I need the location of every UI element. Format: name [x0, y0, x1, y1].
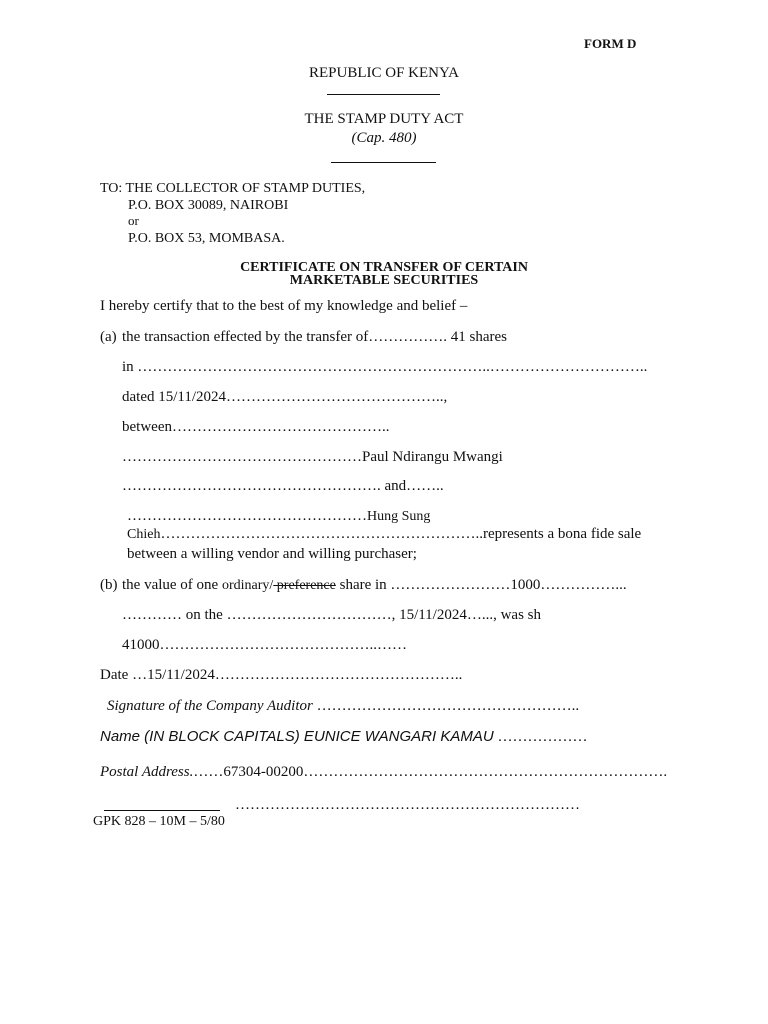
section-a-line-and: ……………………………………………. and…….. [122, 478, 444, 494]
address-or: or [128, 213, 139, 228]
postal-label: Postal Address. [100, 764, 194, 780]
party1-dots: ………………………………………… [122, 449, 362, 465]
sale-text: ………………………………………………………..represents a bona fide sale [160, 526, 642, 542]
name-dots: ……………… [493, 729, 588, 745]
section-a-line-purchaser: between a willing vendor and willing purchaser; [127, 546, 417, 562]
name-line [100, 728, 587, 746]
party1-name: Paul Ndirangu Mwangi [362, 449, 503, 465]
value-pre: the value of one [122, 577, 222, 593]
party2-name-last: Chieh [127, 527, 161, 542]
date-line: Date …15/11/2024………………………………………….. [100, 667, 463, 683]
section-a-line-dated: dated 15/11/2024…………………………………….., [122, 389, 448, 405]
certificate-title-line2: MARKETABLE SECURITIES [289, 273, 479, 288]
value-preference-struck: preference [273, 578, 336, 593]
name-label: Name (IN BLOCK CAPITALS) EUNICE WANGARI KAMAU [100, 728, 494, 745]
value-post: share in ……………………1000……………... [335, 577, 627, 593]
section-a-marker: (a) [100, 329, 117, 345]
section-a-line-sale [127, 526, 641, 543]
postal-value: ……67304-00200………………………………………………………………. [193, 764, 668, 780]
party2-name-first: Hung Sung [367, 509, 431, 524]
postal-line [100, 764, 667, 781]
heading-divider [327, 94, 440, 95]
section-a-line-party1 [122, 449, 503, 466]
certificate-title-line1: CERTIFICATE ON TRANSFER OF CERTAIN [240, 260, 528, 275]
address-line-mombasa: P.O. BOX 53, MOMBASA. [128, 231, 285, 246]
act-divider [331, 162, 436, 163]
value-ordinary: ordinary/ [221, 578, 274, 593]
signature-label: Signature of the Company Auditor [107, 698, 313, 714]
section-b-line-value [122, 577, 627, 594]
section-a-line-transfer: the transaction effected by the transfer of……………. 41 shares [122, 329, 508, 345]
section-b-line-amount: 41000……………………………………..…… [122, 637, 407, 653]
section-a-line-party2 [127, 508, 430, 525]
section-a-line-between: between…………………………………….. [122, 419, 390, 435]
act-cap: (Cap. 480) [351, 130, 417, 146]
intro-text: I hereby certify that to the best of my knowledge and belief – [100, 298, 468, 314]
form-label: FORM D [584, 36, 637, 51]
trailing-dots: …………………………………………………………… [235, 797, 580, 813]
section-b-line-date: ………… on the ……………………………, 15/11/2024…..., was sh [122, 607, 542, 623]
address-line-nairobi: P.O. BOX 30089, NAIROBI [128, 198, 289, 213]
footer-code: GPK 828 – 10M – 5/80 [93, 814, 225, 829]
republic-heading: REPUBLIC OF KENYA [308, 65, 459, 81]
address-to: TO: THE COLLECTOR OF STAMP DUTIES, [100, 181, 366, 196]
footer-rule [104, 810, 220, 811]
party2-dots: ………………………………………… [127, 508, 367, 524]
signature-dots: …………………………………………….. [312, 698, 580, 714]
signature-line [107, 698, 579, 715]
section-b-marker: (b) [100, 577, 118, 593]
section-a-line-in: in ……………………………………………………………..………………………….. [122, 359, 648, 375]
act-title: THE STAMP DUTY ACT [304, 111, 464, 127]
